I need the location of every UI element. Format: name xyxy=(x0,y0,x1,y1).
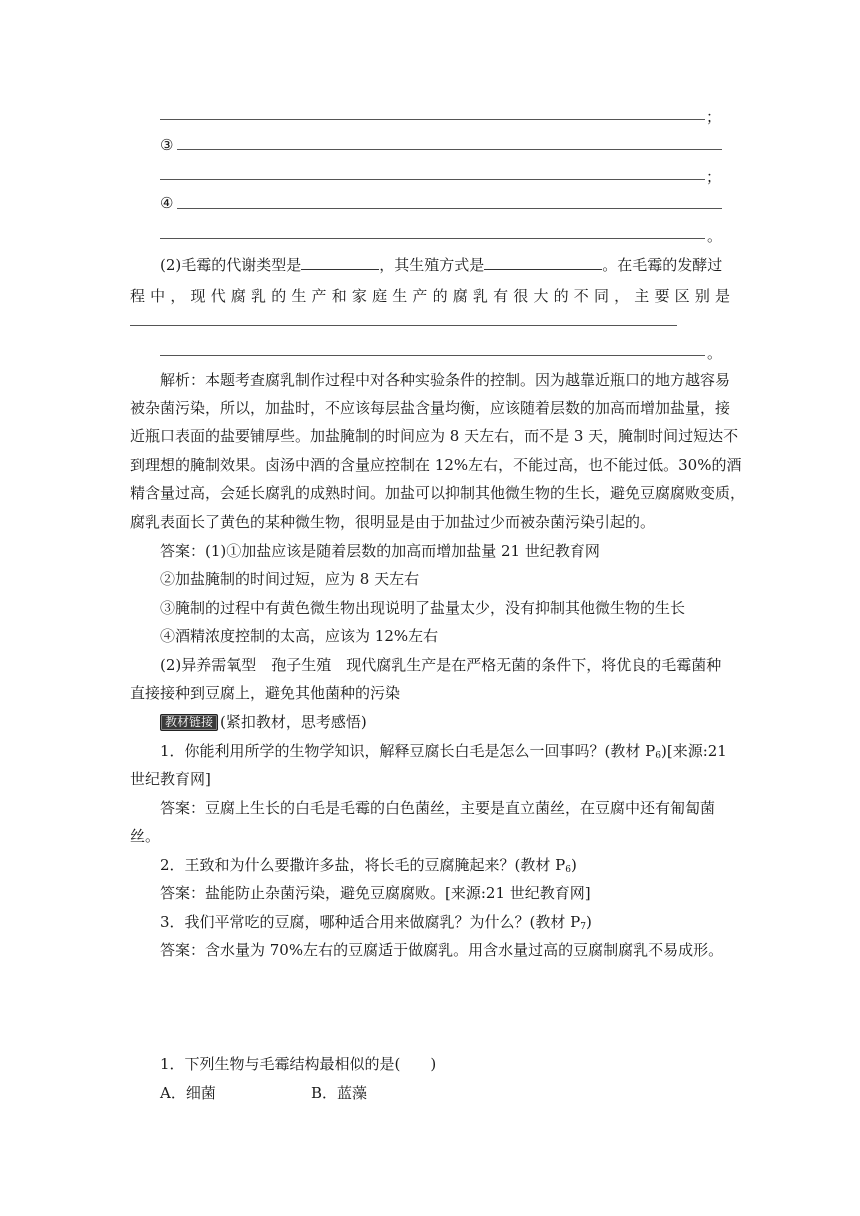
answer-line: 答案：(1)①加盐应该是随着层数的加高而增加盐量 21 世纪教育网 xyxy=(160,542,600,560)
option-a[interactable]: A．细菌 xyxy=(160,1084,216,1102)
analysis-line: 被杂菌污染，所以，加盐时，不应该每层盐含量均衡，应该随着层数的加高而增加盐量，接 xyxy=(130,399,731,417)
semicolon: ； xyxy=(706,168,722,186)
answer-line: (2)异养需氧型 孢子生殖 现代腐乳生产是在严格无菌的条件下，将优良的毛霉菌种 xyxy=(160,656,722,674)
answer-line: ③腌制的过程中有黄色微生物出现说明了盐量太少，没有抑制其他微生物的生长 xyxy=(160,599,686,617)
textbook-question-1: 1．你能利用所学的生物学知识，解释豆腐长白毛是怎么一回事吗？(教材 $P_6$)[来源:21 xyxy=(160,742,727,761)
analysis-line: 解析：本题考查腐乳制作过程中对各种实验条件的控制。因为越靠近瓶口的地方越容易 xyxy=(160,371,731,389)
question-2-line2: 程 中 ， 现 代 腐 乳 的 生 产 和 家 庭 生 产 的 腐 乳 有 很 大 的 不 同 ， 主 要 区 别 是 xyxy=(130,287,730,305)
period: 。 xyxy=(707,227,723,245)
blank-line xyxy=(177,208,722,209)
blank-line xyxy=(160,238,705,239)
option-b[interactable]: B．蓝藻 xyxy=(311,1084,368,1102)
textbook-question-2: 2．王致和为什么要撒许多盐，将长毛的豆腐腌起来？(教材 $P_6$) xyxy=(160,856,577,875)
exercise-question-1: 1．下列生物与毛霉结构最相似的是( ) xyxy=(160,1055,437,1073)
textbook-answer-1-cont: 丝。 xyxy=(130,827,161,845)
blank-line xyxy=(130,325,677,326)
blank-line xyxy=(177,149,722,150)
period: 。 xyxy=(707,344,723,362)
textbook-link-heading: 教材链接 (紧扣教材，思考感悟) xyxy=(160,712,367,732)
textbook-answer-2: 答案：盐能防止杂菌污染，避免豆腐腐败。[来源:21 世纪教育网] xyxy=(160,884,591,902)
blank-metabolism-type[interactable] xyxy=(301,255,379,270)
textbook-question-1-cont: 世纪教育网] xyxy=(130,770,211,788)
analysis-line: 近瓶口表面的盐要铺厚些。加盐腌制的时间应为 8 天左右，而不是 3 天，腌制时间过短达不 xyxy=(130,427,739,445)
answer-line: ④酒精浓度控制的太高，应该为 12%左右 xyxy=(160,627,439,645)
answer-line: 直接接种到豆腐上，避免其他菌种的污染 xyxy=(130,684,401,702)
textbook-link-tag: 教材链接 xyxy=(160,714,218,731)
semicolon: ； xyxy=(706,108,722,126)
analysis-line: 腐乳表面长了黄色的某种微生物，很明显是由于加盐过少而被杂菌污染引起的。 xyxy=(130,513,656,531)
item-4-label: ④ xyxy=(160,194,174,212)
textbook-question-3: 3．我们平常吃的豆腐，哪种适合用来做腐乳？为什么？(教材 $P_7$) xyxy=(160,913,592,932)
blank-line xyxy=(160,119,705,120)
blank-line xyxy=(160,355,705,356)
analysis-line: 精含量过高，会延长腐乳的成熟时间。加盐可以抑制其他微生物的生长，避免豆腐腐败变质， xyxy=(130,484,746,502)
answer-line: ②加盐腌制的时间过短，应为 8 天左右 xyxy=(160,570,420,588)
blank-line xyxy=(160,179,705,180)
item-3-label: ③ xyxy=(160,136,174,154)
textbook-answer-1: 答案：豆腐上生长的白毛是毛霉的白色菌丝，主要是直立菌丝，在豆腐中还有匍匐菌 xyxy=(160,799,716,817)
question-2-line1: (2)毛霉的代谢类型是 ，其生殖方式是 。在毛霉的发酵过 xyxy=(160,256,723,274)
analysis-line: 到理想的腌制效果。卤汤中酒的含量应控制在 12%左右，不能过高，也不能过低。30%的酒 xyxy=(130,456,742,474)
blank-reproduction-mode[interactable] xyxy=(484,255,602,270)
textbook-answer-3: 答案：含水量为 70%左右的豆腐适于做腐乳。用含水量过高的豆腐制腐乳不易成形。 xyxy=(160,941,724,959)
